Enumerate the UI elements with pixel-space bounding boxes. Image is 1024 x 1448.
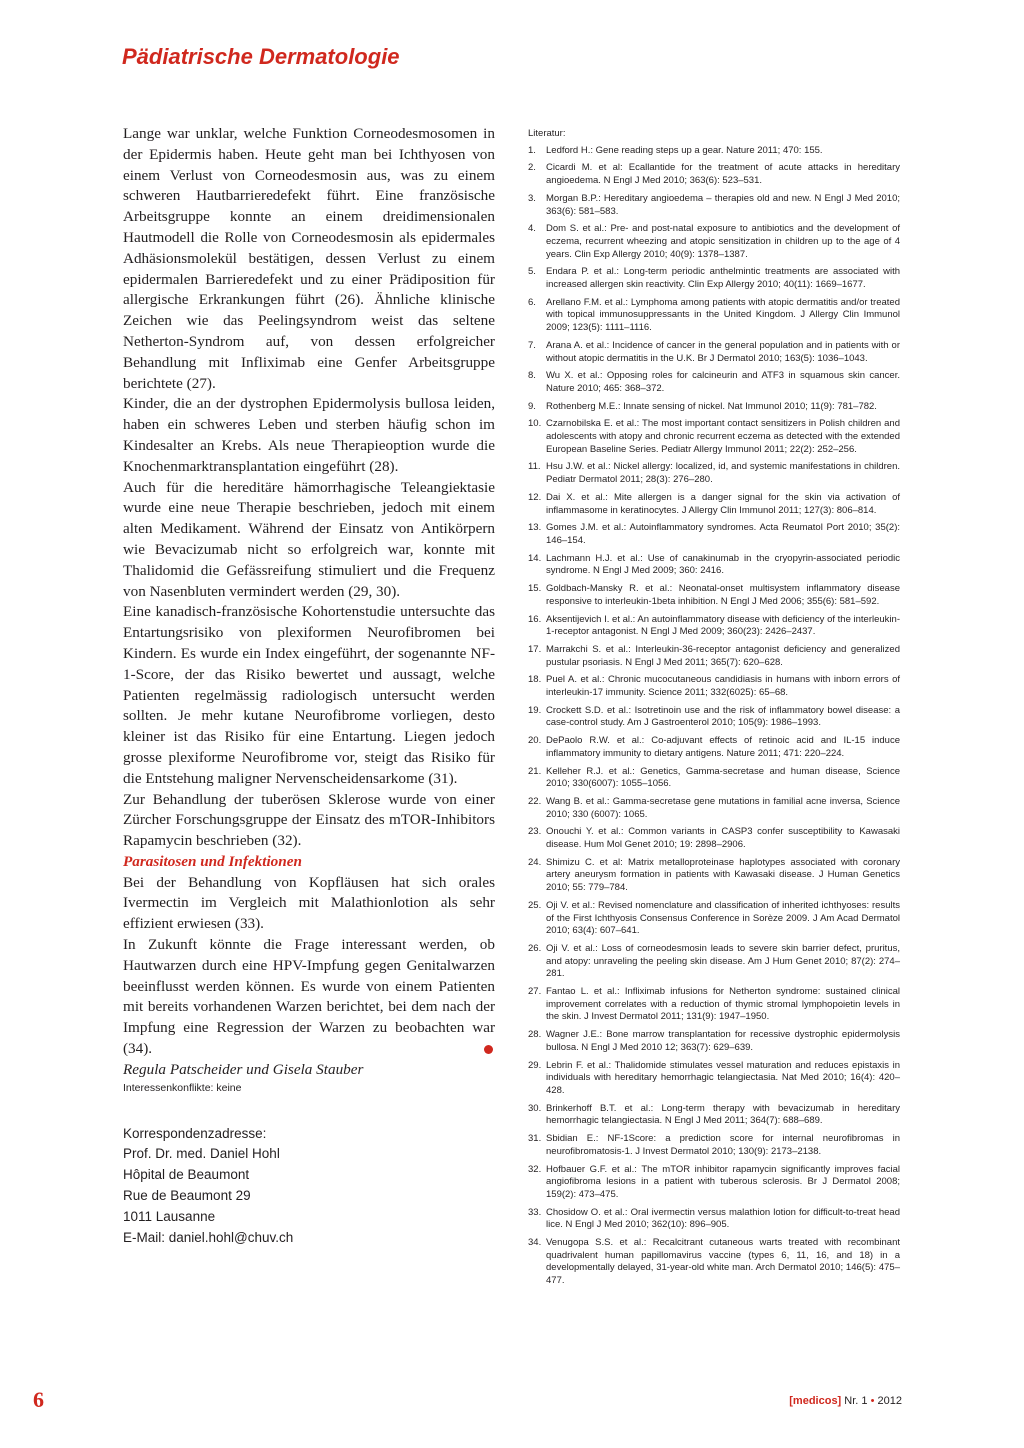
reference-item <box>528 826 900 851</box>
reference-number: 25. <box>528 899 542 911</box>
reference-number: 18. <box>528 674 542 686</box>
reference-item <box>528 522 900 547</box>
reference-number: 27. <box>528 986 542 998</box>
reference-item <box>528 370 900 395</box>
paragraph: Eine kanadisch-französische Kohortenstudie untersuchte das Entartungsrisiko von plexiformen Neurofibromen bei Kindern. Es wurde ein Index eingeführt, der sogenannte NF-1-Score, der das Risiko bewertet und aussagt, welche Patienten regelmässig radiologisch untersucht werden sollten. Je mehr kutane Neurofibrome vorliegen, desto kleiner ist das Risiko für eine Entartung. Liegen jedoch grosse plexiforme Neurofibrome vor, steigt das Risiko für die Entstehung maligner Nervenscheidensarkome (31). <box>123 603 495 787</box>
correspondence-address <box>123 1124 495 1249</box>
references-title: Literatur: <box>528 128 566 139</box>
reference-text: Rothenberg M.E.: Innate sensing of nickel. Nat Immunol 2010; 11(9): 781–782. <box>546 400 877 412</box>
reference-number: 34. <box>528 1237 542 1249</box>
reference-number: 3. <box>528 192 536 204</box>
contact-line: Hôpital de Beaumont <box>123 1167 250 1183</box>
paragraph: Zur Behandlung der tuberösen Sklerose wurde von einer Zürcher Forschungsgruppe der Einsatz des mTOR-Inhibitors Rapamycin beschrieben (32). <box>123 790 495 850</box>
reference-item <box>528 1103 900 1128</box>
reference-item <box>528 1060 900 1098</box>
reference-number: 23. <box>528 826 542 838</box>
reference-number: 14. <box>528 552 542 564</box>
reference-number: 6. <box>528 296 536 308</box>
page-number: 6 <box>33 1387 44 1412</box>
reference-number: 17. <box>528 643 542 655</box>
reference-number: 12. <box>528 491 542 503</box>
contact-line: Rue de Beaumont 29 <box>123 1188 251 1204</box>
reference-text: Shimizu C. et al: Matrix metalloproteinase haplotypes associated with coronary artery aneurysm formation in patients with Kawasaki disease. J Human Genetics 2010; 55: 779–784. <box>546 856 900 894</box>
main-column <box>123 124 495 1248</box>
reference-number: 8. <box>528 370 536 382</box>
reference-number: 20. <box>528 735 542 747</box>
issue-number: Nr. 1 <box>844 1395 868 1407</box>
journal-brand: [medicos] <box>789 1395 842 1407</box>
conflicts-statement: Interessenkonflikte: keine <box>123 1081 242 1094</box>
reference-item <box>528 266 900 291</box>
reference-text: Wang B. et al.: Gamma-secretase gene mutations in familial acne inversa, Science 2010; 330 (6007): 1065. <box>546 795 900 820</box>
reference-item <box>528 418 900 456</box>
reference-number: 4. <box>528 223 536 235</box>
reference-text: Fantao L. et al.: Infliximab infusions for Netherton syndrome: sustained clinical improvement correlates with a reduction of thymic stromal lymphopoietin levels in the skin. J Invest Dermatol 2011; 131(9): 1947–1950. <box>546 986 900 1023</box>
reference-text: Arellano F.M. et al.: Lymphoma among patients with atopic dermatitis and/or treated with topical immunosuppressants in the United Kingdom. J Allergy Clin Immunol 2009; 123(5): 1111–1116. <box>546 296 900 334</box>
reference-text: Ledford H.: Gene reading steps up a gear. Nature 2011; 470: 155. <box>546 144 823 156</box>
reference-number: 26. <box>528 942 542 954</box>
reference-number: 15. <box>528 583 542 595</box>
reference-item <box>528 1207 900 1232</box>
paragraph: Kinder, die an der dystrophen Epidermolysis bullosa leiden, haben ein schweres Leben und sterben häufig schon im Kindesalter an Krebs. Als neue Therapieoption wurde die Knochenmarktransplantation eingeführt (28). <box>123 395 495 475</box>
reference-text: Wagner J.E.: Bone marrow transplantation for recessive dystrophic epidermolysis bullosa. N Engl J Med 2010 12; 363(7): 629–639. <box>546 1029 900 1053</box>
reference-item <box>528 193 900 218</box>
reference-number: 22. <box>528 795 542 807</box>
reference-text: Cicardi M. et al: Ecallantide for the treatment of acute attacks in hereditary angioedema. N Engl J Med 2010; 363(6): 523–531. <box>546 162 900 187</box>
issue-year: 2012 <box>877 1395 902 1407</box>
reference-text: Wu X. et al.: Opposing roles for calcineurin and ATF3 in squamous skin cancer. Nature 2010; 465: 368–372. <box>546 370 900 394</box>
reference-item <box>528 796 900 821</box>
reference-number: 5. <box>528 266 536 278</box>
end-of-article-dot <box>484 1045 493 1054</box>
reference-item <box>528 492 900 517</box>
reference-text: Dom S. et al.: Pre- and post-natal exposure to antibiotics and the development of eczema, recurrent wheezing and atopic sensitization in children up to the age of 4 years. Clin Exp Allergy 2010; 40(9): 1378–1387. <box>546 223 900 260</box>
reference-number: 9. <box>528 400 536 412</box>
reference-number: 1. <box>528 144 536 156</box>
reference-item <box>528 1237 900 1288</box>
contact-heading: Korrespondenzadresse: <box>123 1125 267 1141</box>
reference-number: 2. <box>528 162 536 174</box>
reference-text: Aksentijevich I. et al.: An autoinflammatory disease with deficiency of the interleukin-1-receptor antagonist. N Engl J Med 2009; 360(23): 2426–2437. <box>546 613 900 638</box>
reference-text: Brinkerhoff B.T. et al.: Long-term therapy with bevacizumab in hereditary hemorrhagic telangiectasia. N Engl J Med 2011; 364(7): 688–689. <box>546 1102 900 1127</box>
reference-text: Lachmann H.J. et al.: Use of canakinumab in the cryopyrin-associated periodic syndrome. N Engl J Med 2009; 360: 2416. <box>546 552 900 577</box>
reference-item <box>528 986 900 1024</box>
reference-text: Venugopa S.S. et al.: Recalcitrant cutaneous warts treated with recombinant quadrivalent human papillomavirus vaccine (types 6, 11, 16, and 18) in a developmentally delayed, 31-year-old white man. Arch Dermatol 2010; 146(5): 475–477. <box>546 1237 900 1287</box>
reference-number: 31. <box>528 1133 542 1145</box>
reference-text: Sbidian E.: NF-1Score: a prediction score for internal neurofibromas in neurofibromatosis-1. J Invest Dermatol 2010; 130(9): 2173–2138. <box>546 1133 900 1157</box>
reference-item <box>528 766 900 791</box>
reference-text: Lebrin F. et al.: Thalidomide stimulates vessel maturation and reduces epistaxis in individuals with hereditary hemorrhagic telangiectasia. Nat Med 2010; 16(4): 420–428. <box>546 1059 900 1096</box>
reference-item <box>528 223 900 261</box>
paragraph: Auch für die hereditäre hämorrhagische Teleangiektasie wurde eine neue Therapie beschrieben, jedoch mit einem alten Medikament. Während der Einsatz von Antikörpern wie Bevacizumab nicht so erfolgreich war, konnte mit Thalidomid die Gefässreifung stimuliert und die Frequenz von Nasenbluten vermindert werden (29, 30). <box>123 478 495 600</box>
reference-item <box>528 735 900 760</box>
reference-item <box>528 583 900 608</box>
reference-item <box>528 401 900 414</box>
reference-item <box>528 644 900 669</box>
reference-item <box>528 943 900 981</box>
reference-number: 7. <box>528 339 536 351</box>
reference-item <box>528 553 900 578</box>
reference-item <box>528 1164 900 1202</box>
reference-text: Endara P. et al.: Long-term periodic anthelmintic treatments are associated with increased allergen skin reactivity. Clin Exp Allergy 2010; 40(11): 1669–1677. <box>546 266 900 291</box>
reference-number: 13. <box>528 522 542 534</box>
journal-footer <box>789 1395 902 1407</box>
authors: Regula Patscheider und Gisela Stauber <box>123 1060 364 1078</box>
reference-list <box>528 145 900 1288</box>
reference-number: 33. <box>528 1206 542 1218</box>
reference-text: Onouchi Y. et al.: Common variants in CASP3 confer susceptibility to Kawasaki disease. Hum Mol Genet 2010; 19: 2898–2906. <box>546 826 900 851</box>
reference-text: Czarnobilska E. et al.: The most important contact sensitizers in Polish children and adolescents with atopy and chronic recurrent eczema as detected with the extended European Baseline Series. Pediatr Allergy Immunol 2011; 22(2): 252–256. <box>546 418 900 455</box>
body-text-section-2 <box>123 873 495 1060</box>
reference-text: Hsu J.W. et al.: Nickel allergy: localized, id, and systemic manifestations in children. Pediatr Dermatol 2011; 28(3): 276–280. <box>546 461 900 486</box>
section-heading: Parasitosen und Infektionen <box>123 852 302 870</box>
reference-number: 24. <box>528 856 542 868</box>
reference-item <box>528 1133 900 1158</box>
reference-number: 10. <box>528 418 542 430</box>
reference-item <box>528 857 900 895</box>
reference-text: Oji V. et al.: Loss of corneodesmosin leads to severe skin barrier defect, pruritus, and atopy: unraveling the peeling skin disease. Am J Hum Genet 2010; 87(2): 274–281. <box>546 942 900 980</box>
reference-item <box>528 461 900 486</box>
reference-text: Oji V. et al.: Revised nomenclature and classification of inherited ichthyoses: results of the First Ichthyosis Consensus Conference in Sorèze 2009. J Am Acad Dermatol 2010; 63(4): 607–641. <box>546 899 900 937</box>
reference-item <box>528 340 900 365</box>
body-text <box>123 124 495 852</box>
reference-text: Morgan B.P.: Hereditary angioedema – therapies old and new. N Engl J Med 2010; 363(6): 581–583. <box>546 192 900 217</box>
reference-text: Chosidow O. et al.: Oral ivermectin versus malathion lotion for difficult-to-treat head lice. N Engl J Med 2010; 362(10): 896–905. <box>546 1206 900 1231</box>
reference-text: Marrakchi S. et al.: Interleukin-36-receptor antagonist deficiency and generalized pustular psoriasis. N Engl J Med 2011; 365(7): 620–628. <box>546 643 900 668</box>
reference-number: 16. <box>528 613 542 625</box>
reference-number: 32. <box>528 1163 542 1175</box>
contact-line: Prof. Dr. med. Daniel Hohl <box>123 1146 280 1162</box>
reference-text: Dai X. et al.: Mite allergen is a danger signal for the skin via activation of inflammasome in keratinocytes. J Allergy Clin Immunol 2011; 127(3): 806–814. <box>546 491 900 516</box>
contact-line: 1011 Lausanne <box>123 1208 216 1224</box>
reference-item <box>528 297 900 335</box>
reference-item <box>528 705 900 730</box>
reference-number: 28. <box>528 1029 542 1041</box>
reference-number: 19. <box>528 704 542 716</box>
reference-text: Puel A. et al.: Chronic mucocutaneous candidiasis in humans with inborn errors of interleukin-17 immunity. Science 2011; 332(6025): 65–68. <box>546 674 900 699</box>
reference-item <box>528 900 900 938</box>
reference-text: DePaolo R.W. et al.: Co-adjuvant effects of retinoic acid and IL-15 induce inflammatory immunity to dietary antigens. Nature 2011; 471: 220–224. <box>546 735 900 759</box>
reference-text: Gomes J.M. et al.: Autoinflammatory syndromes. Acta Reumatol Port 2010; 35(2): 146–154. <box>546 522 900 546</box>
paragraph: In Zukunft könnte die Frage interessant werden, ob Hautwarzen durch eine HPV-Impfung gegen Genitalwarzen beeinflusst werden können. Es wurde von einem Patienten mit bereits vorhandenen Warzen berichtet, bei dem nach der Impfung eine Regression der Warzen zu beobachten war (34). <box>123 936 495 1058</box>
page-title: Pädiatrische Dermatologie <box>122 44 400 69</box>
reference-item <box>528 145 900 158</box>
reference-number: 30. <box>528 1102 542 1114</box>
reference-item <box>528 1029 900 1054</box>
reference-number: 29. <box>528 1059 542 1071</box>
reference-text: Crockett S.D. et al.: Isotretinoin use and the risk of inflammatory bowel disease: a case-control study. Am J Gastroenterol 2010; 105(9): 1986–1993. <box>546 704 900 729</box>
reference-number: 11. <box>528 461 541 473</box>
reference-text: Arana A. et al.: Incidence of cancer in the general population and in patients with or without atopic dermatitis in the U.K. Br J Dermatol 2010; 163(5): 1036–1043. <box>546 339 900 364</box>
contact-line: E-Mail: daniel.hohl@chuv.ch <box>123 1229 294 1245</box>
reference-number: 21. <box>528 765 542 777</box>
paragraph: Bei der Behandlung von Kopfläusen hat sich orales Ivermectin im Vergleich mit Malathionlotion als sehr effizient erwiesen (33). <box>123 873 495 933</box>
references <box>528 128 900 1293</box>
footer-separator: • <box>870 1395 875 1407</box>
reference-text: Kelleher R.J. et al.: Genetics, Gamma-secretase and human disease, Science 2010; 330(6007): 1055–1056. <box>546 765 900 790</box>
reference-text: Goldbach-Mansky R. et al.: Neonatal-onset multisystem inflammatory disease responsive to interleukin-1beta inhibition. N Engl J Med 2006; 355(6): 581–592. <box>546 583 900 607</box>
reference-text: Hofbauer G.F. et al.: The mTOR inhibitor rapamycin significantly improves facial angiofibroma lesions in a patient with tuberous sclerosis. Br J Dermatol 2008; 159(2): 473–475. <box>546 1163 900 1200</box>
paragraph: Lange war unklar, welche Funktion Corneodesmosomen in der Epidermis haben. Heute geht man bei Ichthyosen von einem Verlust von Corneodesmosin aus, was zu einem schweren Hautbarrieredefekt führt. Eine französische Arbeitsgruppe konnte an einem dreidimensionalen Hautmodell die Rolle von Corneodesmosin als epidermales Adhäsionsmolekül bestätigen, dessen Verlust zu einem epidermalen Barrieredefekt und zu einer Prädiposition für allergische Erkrankungen führt (26). Ähnliche klinische Zeichen wie das Peelingsyndrom weist das seltene Netherton-Syndrom auf, von dessen erfolgreicher Behandlung mit Infliximab eine Genfer Arbeitsgruppe berichtete (27). <box>123 125 495 392</box>
reference-item <box>528 614 900 639</box>
reference-item <box>528 674 900 699</box>
reference-item <box>528 162 900 187</box>
